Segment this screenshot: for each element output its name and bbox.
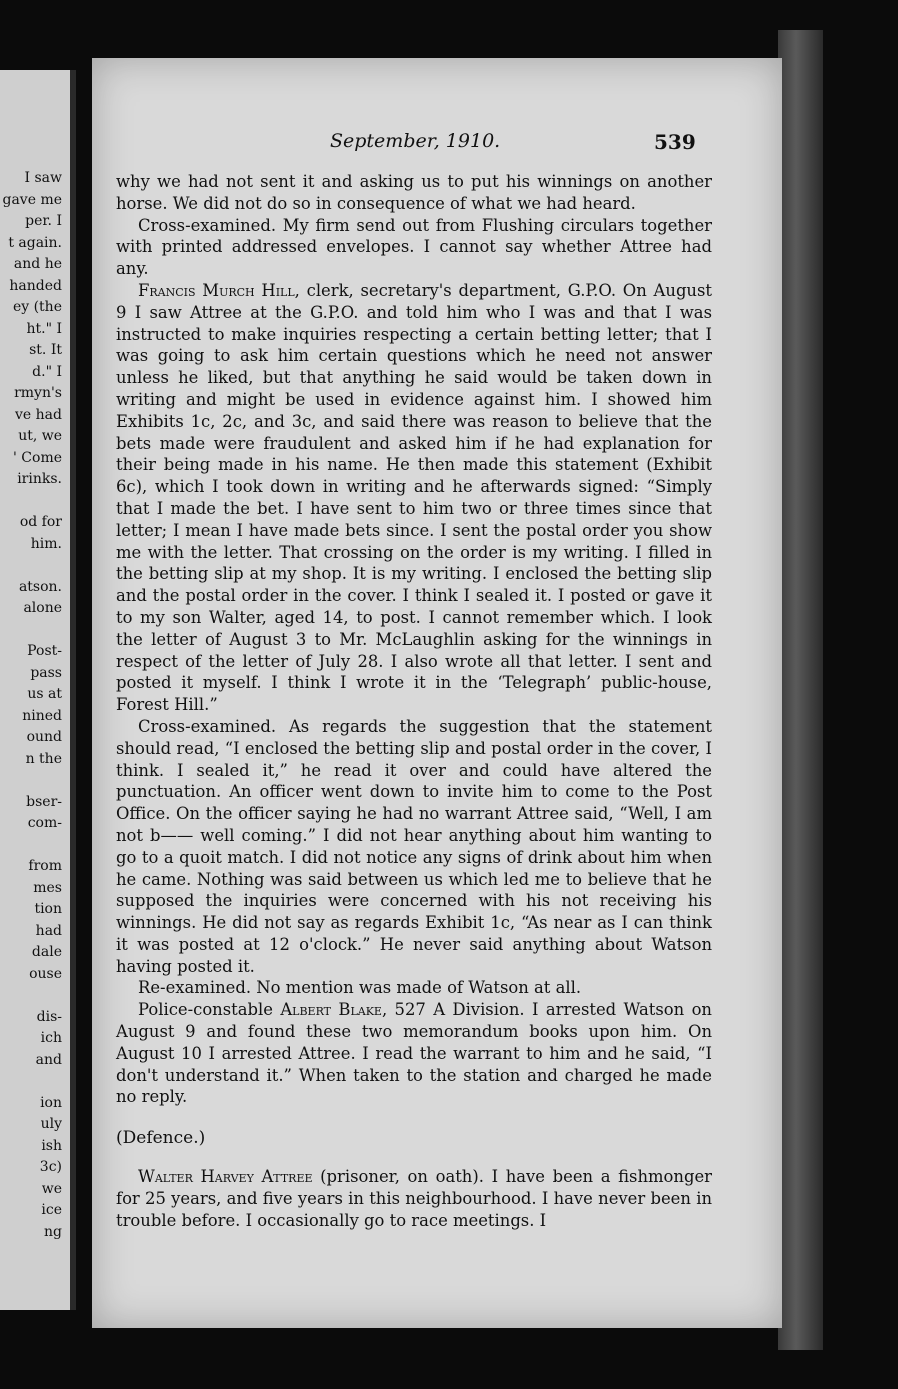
facing-page-fragment: mes [33,879,62,896]
facing-page-fragment: from [28,858,62,874]
facing-page-fragment: bser- [26,793,62,810]
facing-page-fragment: 3c) [39,1159,62,1175]
paragraph [116,716,712,978]
facing-page-fragment: per. I [25,213,62,229]
facing-page-fragment: atson. [18,578,62,595]
facing-page-fragment: dale [31,944,62,960]
facing-page-fragment: ich [40,1030,62,1046]
paragraph [116,215,712,280]
facing-page-fragment: had [35,922,62,939]
person-name: Francis Murch Hill [138,280,295,300]
section-heading [116,1128,712,1150]
facing-page-fragment: ouse [29,965,62,982]
paragraph-text: , clerk, secretary's department, G.P.O. On August 9 I saw Attree at the G.P.O. and told him who I was and that I was instructed to make inquiries respecting a certain betting letter; that I was going to ask him certain questions which he need not answer unless he liked, but that anything he said would be taken down in writing and might be used in evidence against him. I showed him Exhibits 1c, 2c, and 3c, and said there was reason to believe that the bets made were fraudulent and asked him if he had explanation for their being made in his name. He then made this statement (Exhibit 6c), which I took down in writing and he afterwards signed: “Simply that I made the bet. I have sent to him two or three times since that letter; I mean I have made bets since. I sent the postal order you show me with the letter. That crossing on the order is my writing. I filled in the betting slip at my shop. It is my writing. I enclosed the betting slip and the postal order in the cover. I think I sealed it. I posted or gave it to my son Walter, aged 14, to post. I cannot remember which. I look the letter of August 3 to Mr. McLaughlin asking for the winnings in respect of the letter of July 28. I also wrote all that letter. I sent and posted it myself. I think I wrote it in the ‘Telegraph’ public-house, Forest Hill.” [116,280,712,715]
facing-page-fragment: ut, we [18,428,62,444]
facing-page-fragment: nined [22,707,62,724]
facing-page-fragment: ish [41,1137,62,1154]
facing-page-fragment: d." I [32,363,62,380]
book-page [92,58,782,1328]
facing-page-fragment: ve had [15,406,62,423]
facing-page-fragment: ice [41,1202,62,1218]
facing-page-fragment: pass [30,664,62,681]
running-head: September, 1910. [330,130,501,152]
facing-page-fragment: irinks. [17,471,62,487]
facing-page-fragment: ht." I [26,320,62,337]
facing-page-fragment: ey (the [12,299,62,315]
paragraph-text: Cross-examined. As regards the suggestion that the statement should read, “I enclosed the betting slip and postal order in the cover, I think. I sealed it,” he read it over and could have altered the punctuation. An officer went down to invite him to come to the Post Office. On the officer saying he had no warrant Attree said, “Well, I am not b—— well coming.” I did not hear anything about him wanting to go to a quoit match. I did not notice any signs of drink about him when he came. Nothing was said between us which led me to believe that he supposed the inquiries were concerned with his not receiving his winnings. He did not say as regards Exhibit 1c, “As near as I can think it was posted at 12 o'clock.” He never said anything about Watson having posted it. [116,716,712,976]
facing-page-fragment: Post- [27,643,62,659]
paragraph-text: Re-examined. No mention was made of Watson at all. [138,978,582,998]
facing-page-fragment: ion [40,1094,62,1111]
paragraph [116,977,712,999]
facing-page-fragment: com- [27,815,62,831]
facing-page-fragment: we [41,1180,62,1197]
facing-page-fragment: and [35,1051,62,1068]
facing-page-fragment: n the [25,750,62,767]
paragraph [116,999,712,1108]
paragraph [116,171,712,215]
person-name: Albert Blake [280,1000,382,1020]
facing-page [0,70,76,1310]
page-number: 539 [654,130,696,154]
facing-page-fragment: dis- [36,1008,62,1025]
paragraph-text: Cross-examined. My firm send out from Flushing circulars together with printed addressed envelopes. I cannot say whether Attree had any. [116,215,712,279]
book-edge [778,30,823,1350]
facing-page-fragment: rmyn's [14,385,62,401]
paragraph-text: Police-constable [138,1000,281,1020]
person-name: Walter Harvey Attree [138,1167,313,1187]
paragraph-text: (prisoner, on oath). I have been a fishmonger for 25 years, and five years in this neighbourhood. I have never been in trouble before. I occasionally go to race meetings. I [116,1167,712,1230]
facing-page-fragment: t again. [8,234,62,251]
facing-page-fragment: handed [9,277,62,294]
facing-page-fragment: ound [26,729,62,745]
body-text [116,171,712,1231]
facing-page-fragment: us at [27,686,62,702]
facing-page-fragment: him. [30,535,62,552]
facing-page-fragment: tion [34,901,62,917]
facing-page-fragment: uly [40,1116,62,1132]
facing-page-fragment: and he [13,256,62,272]
paragraph [116,1166,712,1231]
facing-page-fragment: st. It [29,342,62,358]
paragraph [116,280,712,716]
paragraph-text: (Defence.) [116,1128,206,1149]
facing-page-fragment: gave me [2,191,62,208]
facing-page-fragment: alone [23,600,62,616]
facing-page-fragment: ' Come [13,449,62,466]
facing-page-fragment: od for [19,514,62,530]
paragraph-text: , 527 A Division. I arrested Watson on August 9 and found these two memorandum books upon him. On August 10 I arrested Attree. I read the warrant to him and he said, “I don't understand it.” When taken to the station and charged he made no reply. [116,1000,712,1107]
facing-page-fragment: I saw [24,170,62,186]
paragraph-text: why we had not sent it and asking us to put his winnings on another horse. We did not do so in consequence of what we had heard. [116,172,712,213]
facing-page-fragment: ng [44,1223,62,1240]
